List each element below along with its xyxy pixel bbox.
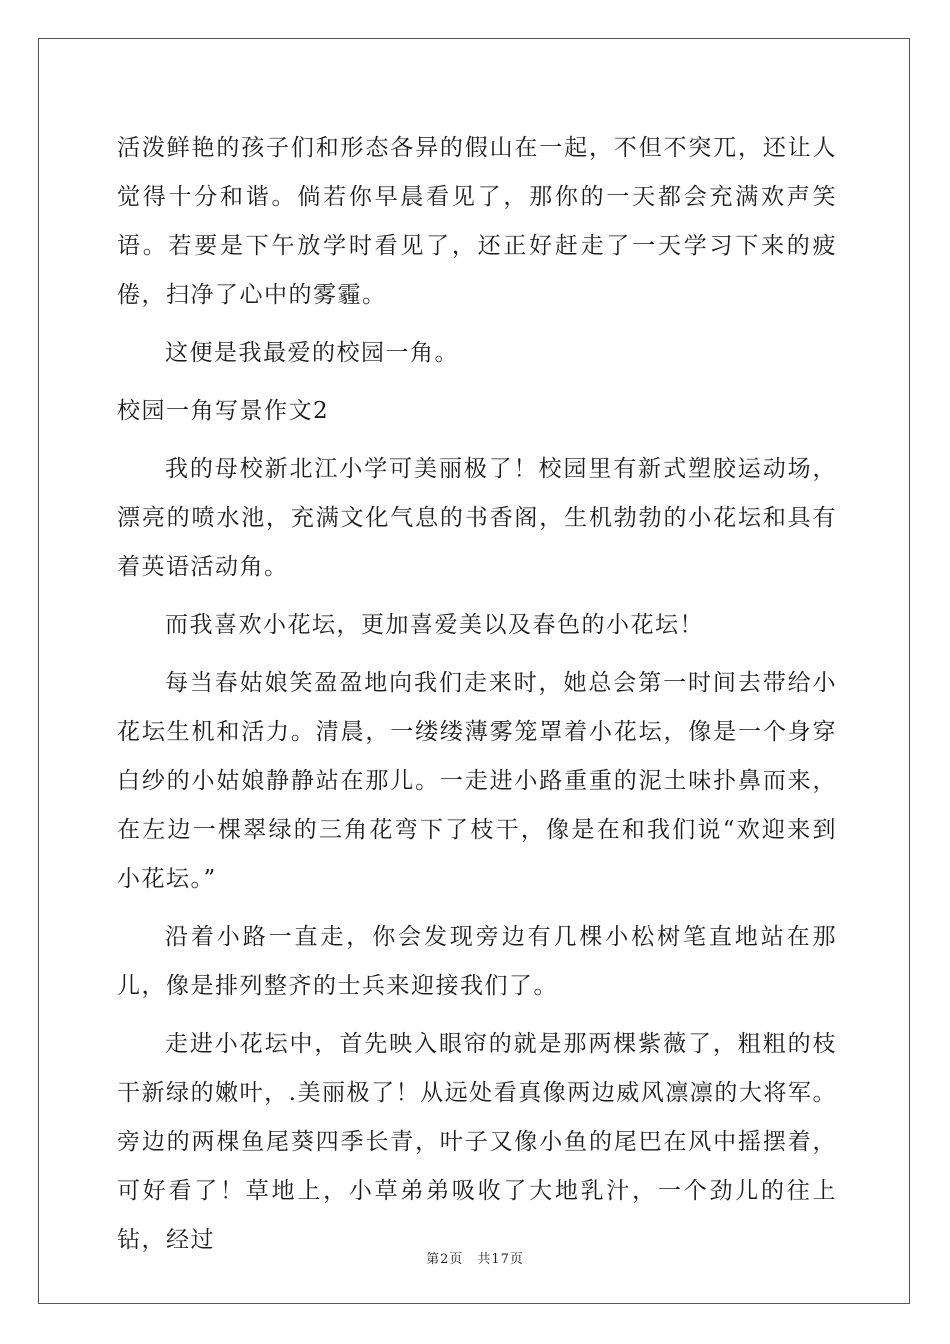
paragraph: 而我喜欢小花坛，更加喜爱美以及春色的小花坛！	[165, 612, 704, 638]
section-heading: 校园一角写景作文2	[117, 398, 330, 424]
paragraph: 走进小花坛中，首先映入眼帘的就是那两棵紫薇了，粗粗的枝干新绿的嫩叶，.美丽极了！从远处看真像两边威风凛凛的大将军。旁边的两棵鱼尾葵四季长青，叶子又像小鱼的尾巴在风中摇摆着，可好看了！草地上，小草弟弟吸收了大地乳汁，一个劲儿的往上钻，经过	[117, 1031, 837, 1253]
paragraph: 每当春姑娘笑盈盈地向我们走来时，她总会第一时间去带给小花坛生机和活力。清晨，一缕缕薄雾笼罩着小花坛，像是一个身穿白纱的小姑娘静静站在那儿。一走进小路重重的泥土味扑鼻而来，在左边一棵翠绿的三角花弯下了枝干，像是在和我们说“欢迎来到小花坛。”	[117, 670, 837, 892]
paragraph: 沿着小路一直走，你会发现旁边有几棵小松树笔直地站在那儿，像是排列整齐的士兵来迎接我们了。	[117, 924, 837, 999]
page-footer	[0, 1248, 950, 1267]
paragraph: 我的母校新北江小学可美丽极了！校园里有新式塑胶运动场，漂亮的喷水池，充满文化气息的书香阁，生机勃勃的小花坛和具有着英语活动角。	[117, 456, 837, 580]
page-total: 共17页	[477, 1252, 524, 1267]
paragraph: 这便是我最爱的校园一角。	[165, 340, 459, 366]
page-number: 第2页	[426, 1252, 464, 1267]
document-body	[117, 124, 837, 1274]
paragraph: 活泼鲜艳的孩子们和形态各异的假山在一起，不但不突兀，还让人觉得十分和谐。倘若你早晨看见了，那你的一天都会充满欢声笑语。若要是下午放学时看见了，还正好赶走了一天学习下来的疲倦，扫净了心中的雾霾。	[117, 135, 837, 308]
